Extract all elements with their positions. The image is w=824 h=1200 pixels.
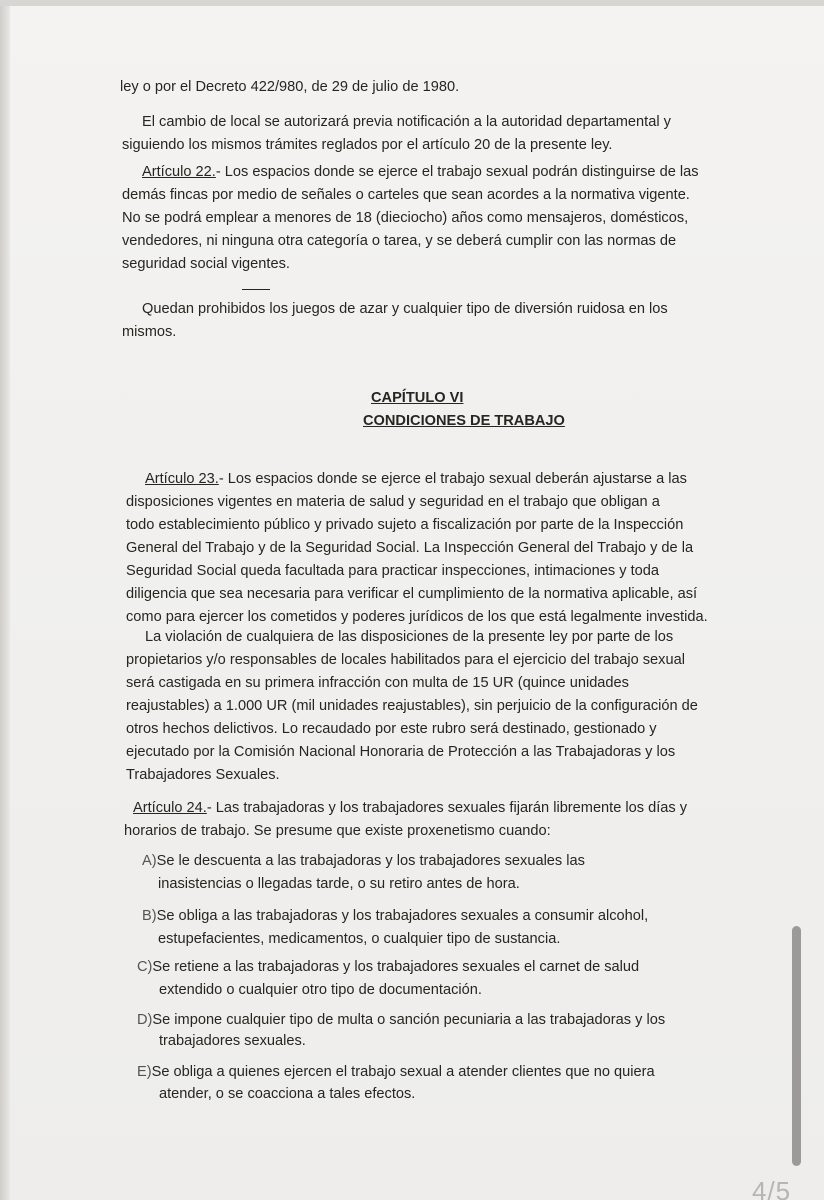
- paragraph-decreto: ley o por el Decreto 422/980, de 29 de julio de 1980.: [120, 79, 460, 95]
- list-item-e: E)Se obliga a quienes ejercen el trabajo sexual a atender clientes que no quiera atender, o se coacciona a tales efectos.: [137, 1064, 655, 1102]
- page-indicator: 4/5: [752, 1176, 792, 1200]
- chapter-number: CAPÍTULO VI: [371, 390, 464, 406]
- chapter-title: CONDICIONES DE TRABAJO: [363, 413, 565, 429]
- article-24-label: Artículo 24.: [133, 800, 207, 816]
- article-24: Artículo 24.- Las trabajadoras y los trabajadores sexuales fijarán libremente los días y horarios de trabajo. Se presume que existe proxenetismo cuando:: [124, 800, 688, 839]
- article-22: Artículo 22.- Los espacios donde se ejerce el trabajo sexual podrán distinguirse de las demás fincas por medio de señales o carteles que sean acordes a la normativa vigente. No se podrá emplear a menores de 18 (dieciocho) años como mensajeros, domésticos, vendedores, ni ninguna otra categoría o tarea, y se deberá cumplir con las normas de seguridad social vigentes.: [122, 164, 699, 272]
- paragraph-violacion: La violación de cualquiera de las disposiciones de la presente ley por parte de los propietarios y/o responsables de locales habilitados para el ejercicio del trabajo sexual será castigada en su primera infracción con multa de 15 UR (quince unidades reajustables) a 1.000 UR (mil unidades reajustables), sin perjuicio de la configuración de otros hechos delictivos. Lo recaudado por este rubro será destinado, gestionado y ejecutado por la Comisión Nacional Honoraria de Protección a las Trabajadoras y los Trabajadores Sexuales.: [126, 629, 698, 783]
- vertical-scrollbar[interactable]: [792, 926, 801, 1166]
- article-22-label: Artículo 22.: [142, 164, 216, 180]
- page-edge-left: [0, 0, 10, 1200]
- list-item-d: D)Se impone cualquier tipo de multa o sanción pecuniaria a las trabajadoras y los trabajadores sexuales.: [137, 1012, 666, 1049]
- page-edge-top: [0, 0, 824, 6]
- separator-dash: [242, 289, 270, 290]
- article-23: Artículo 23.- Los espacios donde se ejerce el trabajo sexual deberán ajustarse a las disposiciones vigentes en materia de salud y seguridad en el trabajo que obligan a todo establecimiento público y privado sujeto a fiscalización por parte de la Inspección General del Trabajo y de la Seguridad Social. La Inspección General del Trabajo y de la Seguridad Social queda facultada para practicar inspecciones, intimaciones y toda diligencia que sea necesaria para verificar el cumplimiento de la normativa aplicable, así como para ejercer los cometidos y poderes jurídicos de los que está legalmente investida.: [126, 471, 708, 625]
- paragraph-cambio-local: El cambio de local se autorizará previa notificación a la autoridad departamental y siguiendo los mismos trámites reglados por el artículo 20 de la presente ley.: [122, 114, 671, 153]
- list-item-b: B)Se obliga a las trabajadoras y los trabajadores sexuales a consumir alcohol, estupefacientes, medicamentos, o cualquier tipo de sustancia.: [142, 908, 649, 947]
- list-item-a: A)Se le descuenta a las trabajadoras y los trabajadores sexuales las inasistencias o llegadas tarde, o su retiro antes de hora.: [142, 853, 585, 892]
- article-23-label: Artículo 23.: [145, 471, 219, 487]
- list-item-c: C)Se retiene a las trabajadoras y los trabajadores sexuales el carnet de salud extendido o cualquier otro tipo de documentación.: [137, 959, 640, 998]
- paragraph-prohibiciones: Quedan prohibidos los juegos de azar y cualquier tipo de diversión ruidosa en los mismos.: [122, 301, 668, 340]
